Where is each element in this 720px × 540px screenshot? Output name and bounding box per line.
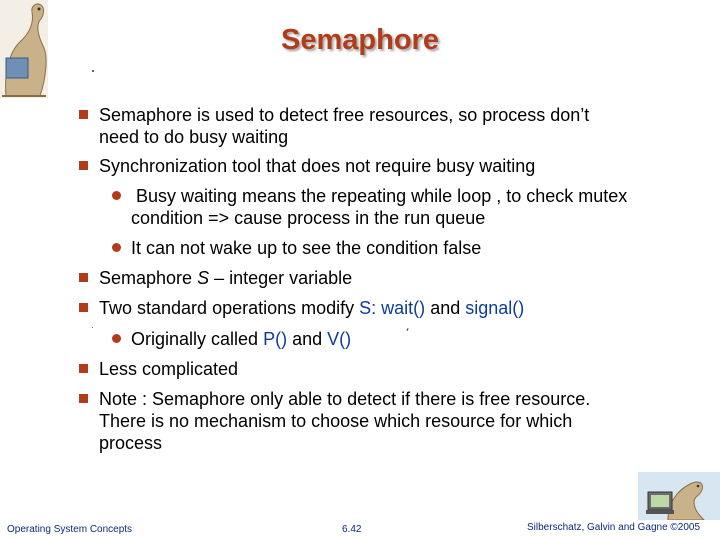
stray-mark [92, 327, 93, 328]
bullet-line: There is no mechanism to choose which resource for which [99, 411, 573, 431]
square-bullet-icon [79, 394, 88, 403]
code-text: signal() [465, 298, 525, 318]
square-bullet-icon [79, 110, 88, 119]
footer-page-number: 6.42 [342, 524, 362, 535]
bullet-item [99, 104, 589, 148]
sub-bullet-item [131, 185, 627, 229]
footer-copyright: Silberschatz, Galvin and Gagne ©2005 [527, 522, 701, 533]
bullet-item [99, 297, 524, 319]
square-bullet-icon [79, 161, 88, 170]
stray-mark [406, 328, 408, 331]
code-text: S: [359, 298, 377, 318]
text-run: – integer variable [209, 268, 353, 288]
sub-bullet-item [131, 328, 351, 350]
dinosaur-computer-illustration-icon [638, 472, 720, 520]
footer-book-title: Operating System Concepts [7, 524, 133, 535]
code-text: wait() [381, 298, 426, 318]
text-run: and [292, 329, 323, 349]
round-bullet-icon [112, 334, 121, 343]
bullet-item: Less complicated [99, 359, 239, 379]
text-run: Originally called [131, 329, 264, 349]
bullet-line: Note : Semaphore only able to detect if there is free resource. [99, 389, 591, 409]
bullet-line: Busy waiting means the repeating while loop , to check mutex [136, 186, 628, 206]
bullet-line: process [99, 433, 163, 453]
code-text: V() [327, 329, 352, 349]
square-bullet-icon [79, 364, 88, 373]
code-text: P() [263, 329, 288, 349]
bullet-line: Semaphore is used to detect free resources, so process don’t [99, 105, 590, 125]
bullet-line: condition => cause process in the run queue [131, 208, 486, 228]
square-bullet-icon [79, 273, 88, 282]
bullet-item [99, 267, 352, 289]
round-bullet-icon [112, 243, 121, 252]
round-bullet-icon [112, 191, 121, 200]
bullet-item: Synchronization tool that does not require busy waiting [99, 156, 536, 176]
slide-title: Semaphore [281, 24, 439, 56]
text-run: and [430, 298, 461, 318]
square-bullet-icon [79, 303, 88, 312]
bullet-item [99, 388, 590, 454]
text-run: Semaphore [99, 268, 198, 288]
text-run: Two standard operations modify [99, 298, 360, 318]
stray-mark [92, 70, 94, 72]
sub-bullet-item: It can not wake up to see the condition false [131, 238, 482, 258]
bullet-line: need to do busy waiting [99, 127, 289, 147]
variable-name: S [197, 268, 210, 288]
